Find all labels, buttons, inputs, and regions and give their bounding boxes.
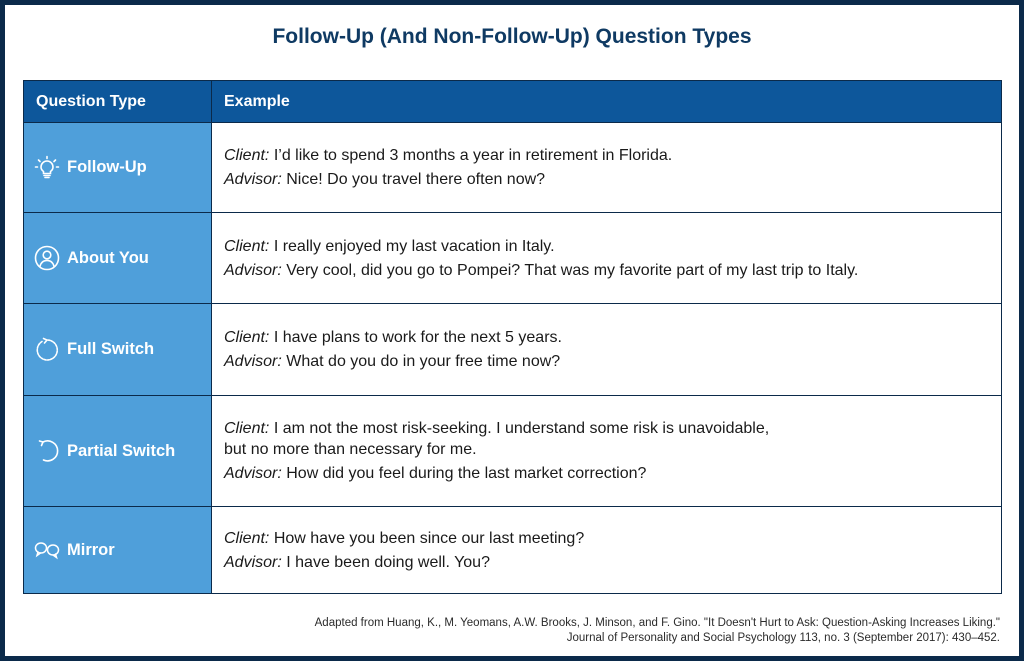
table-row bbox=[24, 304, 1002, 396]
person-icon bbox=[34, 245, 60, 271]
full-circle-arrow-icon bbox=[34, 337, 60, 363]
type-label: Full Switch bbox=[67, 340, 155, 358]
speech-bubbles-icon bbox=[34, 537, 60, 563]
partial-circle-arrow-icon bbox=[34, 438, 60, 464]
advisor-label: Advisor: bbox=[224, 171, 282, 188]
type-cell-about-you bbox=[24, 213, 212, 304]
table-row bbox=[24, 213, 1002, 304]
header-question-type: Question Type bbox=[24, 81, 212, 123]
client-label: Client: bbox=[224, 237, 270, 255]
page-title: Follow-Up (And Non-Follow-Up) Question Types bbox=[272, 25, 752, 48]
advisor-text: How did you feel during the last market correction? bbox=[286, 465, 647, 482]
infographic-frame bbox=[5, 5, 1019, 656]
advisor-text: Very cool, did you go to Pompei? That was my favorite part of my last trip to Italy. bbox=[286, 261, 859, 279]
client-label: Client: bbox=[224, 420, 270, 437]
advisor-text: Nice! Do you travel there often now? bbox=[286, 171, 546, 188]
type-label: Follow-Up bbox=[67, 158, 147, 176]
client-text-continued: but no more than necessary for me. bbox=[224, 441, 477, 458]
client-label: Client: bbox=[224, 329, 270, 346]
client-text: I am not the most risk-seeking. I understand some risk is unavoidable, bbox=[273, 420, 770, 437]
advisor-label: Advisor: bbox=[224, 261, 282, 279]
table-header-row bbox=[24, 81, 1002, 123]
advisor-text: What do you do in your free time now? bbox=[286, 353, 561, 370]
type-cell-follow-up bbox=[24, 123, 212, 213]
type-label: Partial Switch bbox=[67, 441, 176, 460]
type-label: About You bbox=[67, 248, 149, 267]
citation-line-1: Adapted from Huang, K., M. Yeomans, A.W. Brooks, J. Minson, and F. Gino. "It Doesn't Hurt to Ask: Question-Asking Increases Liking." bbox=[314, 617, 1000, 629]
example-cell bbox=[212, 304, 1002, 396]
table-row bbox=[24, 507, 1002, 594]
lightbulb-icon bbox=[34, 155, 60, 181]
client-text: I’d like to spend 3 months a year in retirement in Florida. bbox=[273, 147, 673, 164]
advisor-label: Advisor: bbox=[224, 553, 282, 571]
example-cell bbox=[212, 123, 1002, 213]
example-cell bbox=[212, 396, 1002, 507]
advisor-label: Advisor: bbox=[224, 353, 282, 370]
client-text: I have plans to work for the next 5 years. bbox=[273, 329, 562, 346]
type-cell-partial-switch bbox=[24, 396, 212, 507]
header-example: Example bbox=[212, 81, 1002, 123]
type-cell-mirror bbox=[24, 507, 212, 594]
type-label: Mirror bbox=[67, 540, 115, 559]
client-text: How have you been since our last meeting? bbox=[273, 529, 585, 547]
type-cell-full-switch bbox=[24, 304, 212, 396]
client-text: I really enjoyed my last vacation in Italy. bbox=[273, 237, 555, 255]
table-row bbox=[24, 123, 1002, 213]
advisor-label: Advisor: bbox=[224, 465, 282, 482]
example-cell bbox=[212, 213, 1002, 304]
client-label: Client: bbox=[224, 147, 270, 164]
citation bbox=[315, 616, 1000, 646]
example-cell bbox=[212, 507, 1002, 594]
table-row bbox=[24, 396, 1002, 507]
advisor-text: I have been doing well. You? bbox=[286, 553, 490, 571]
question-types-table bbox=[23, 80, 1002, 594]
citation-line-2: Journal of Personality and Social Psychology 113, no. 3 (September 2017): 430–452. bbox=[566, 632, 1000, 644]
client-label: Client: bbox=[224, 529, 270, 547]
